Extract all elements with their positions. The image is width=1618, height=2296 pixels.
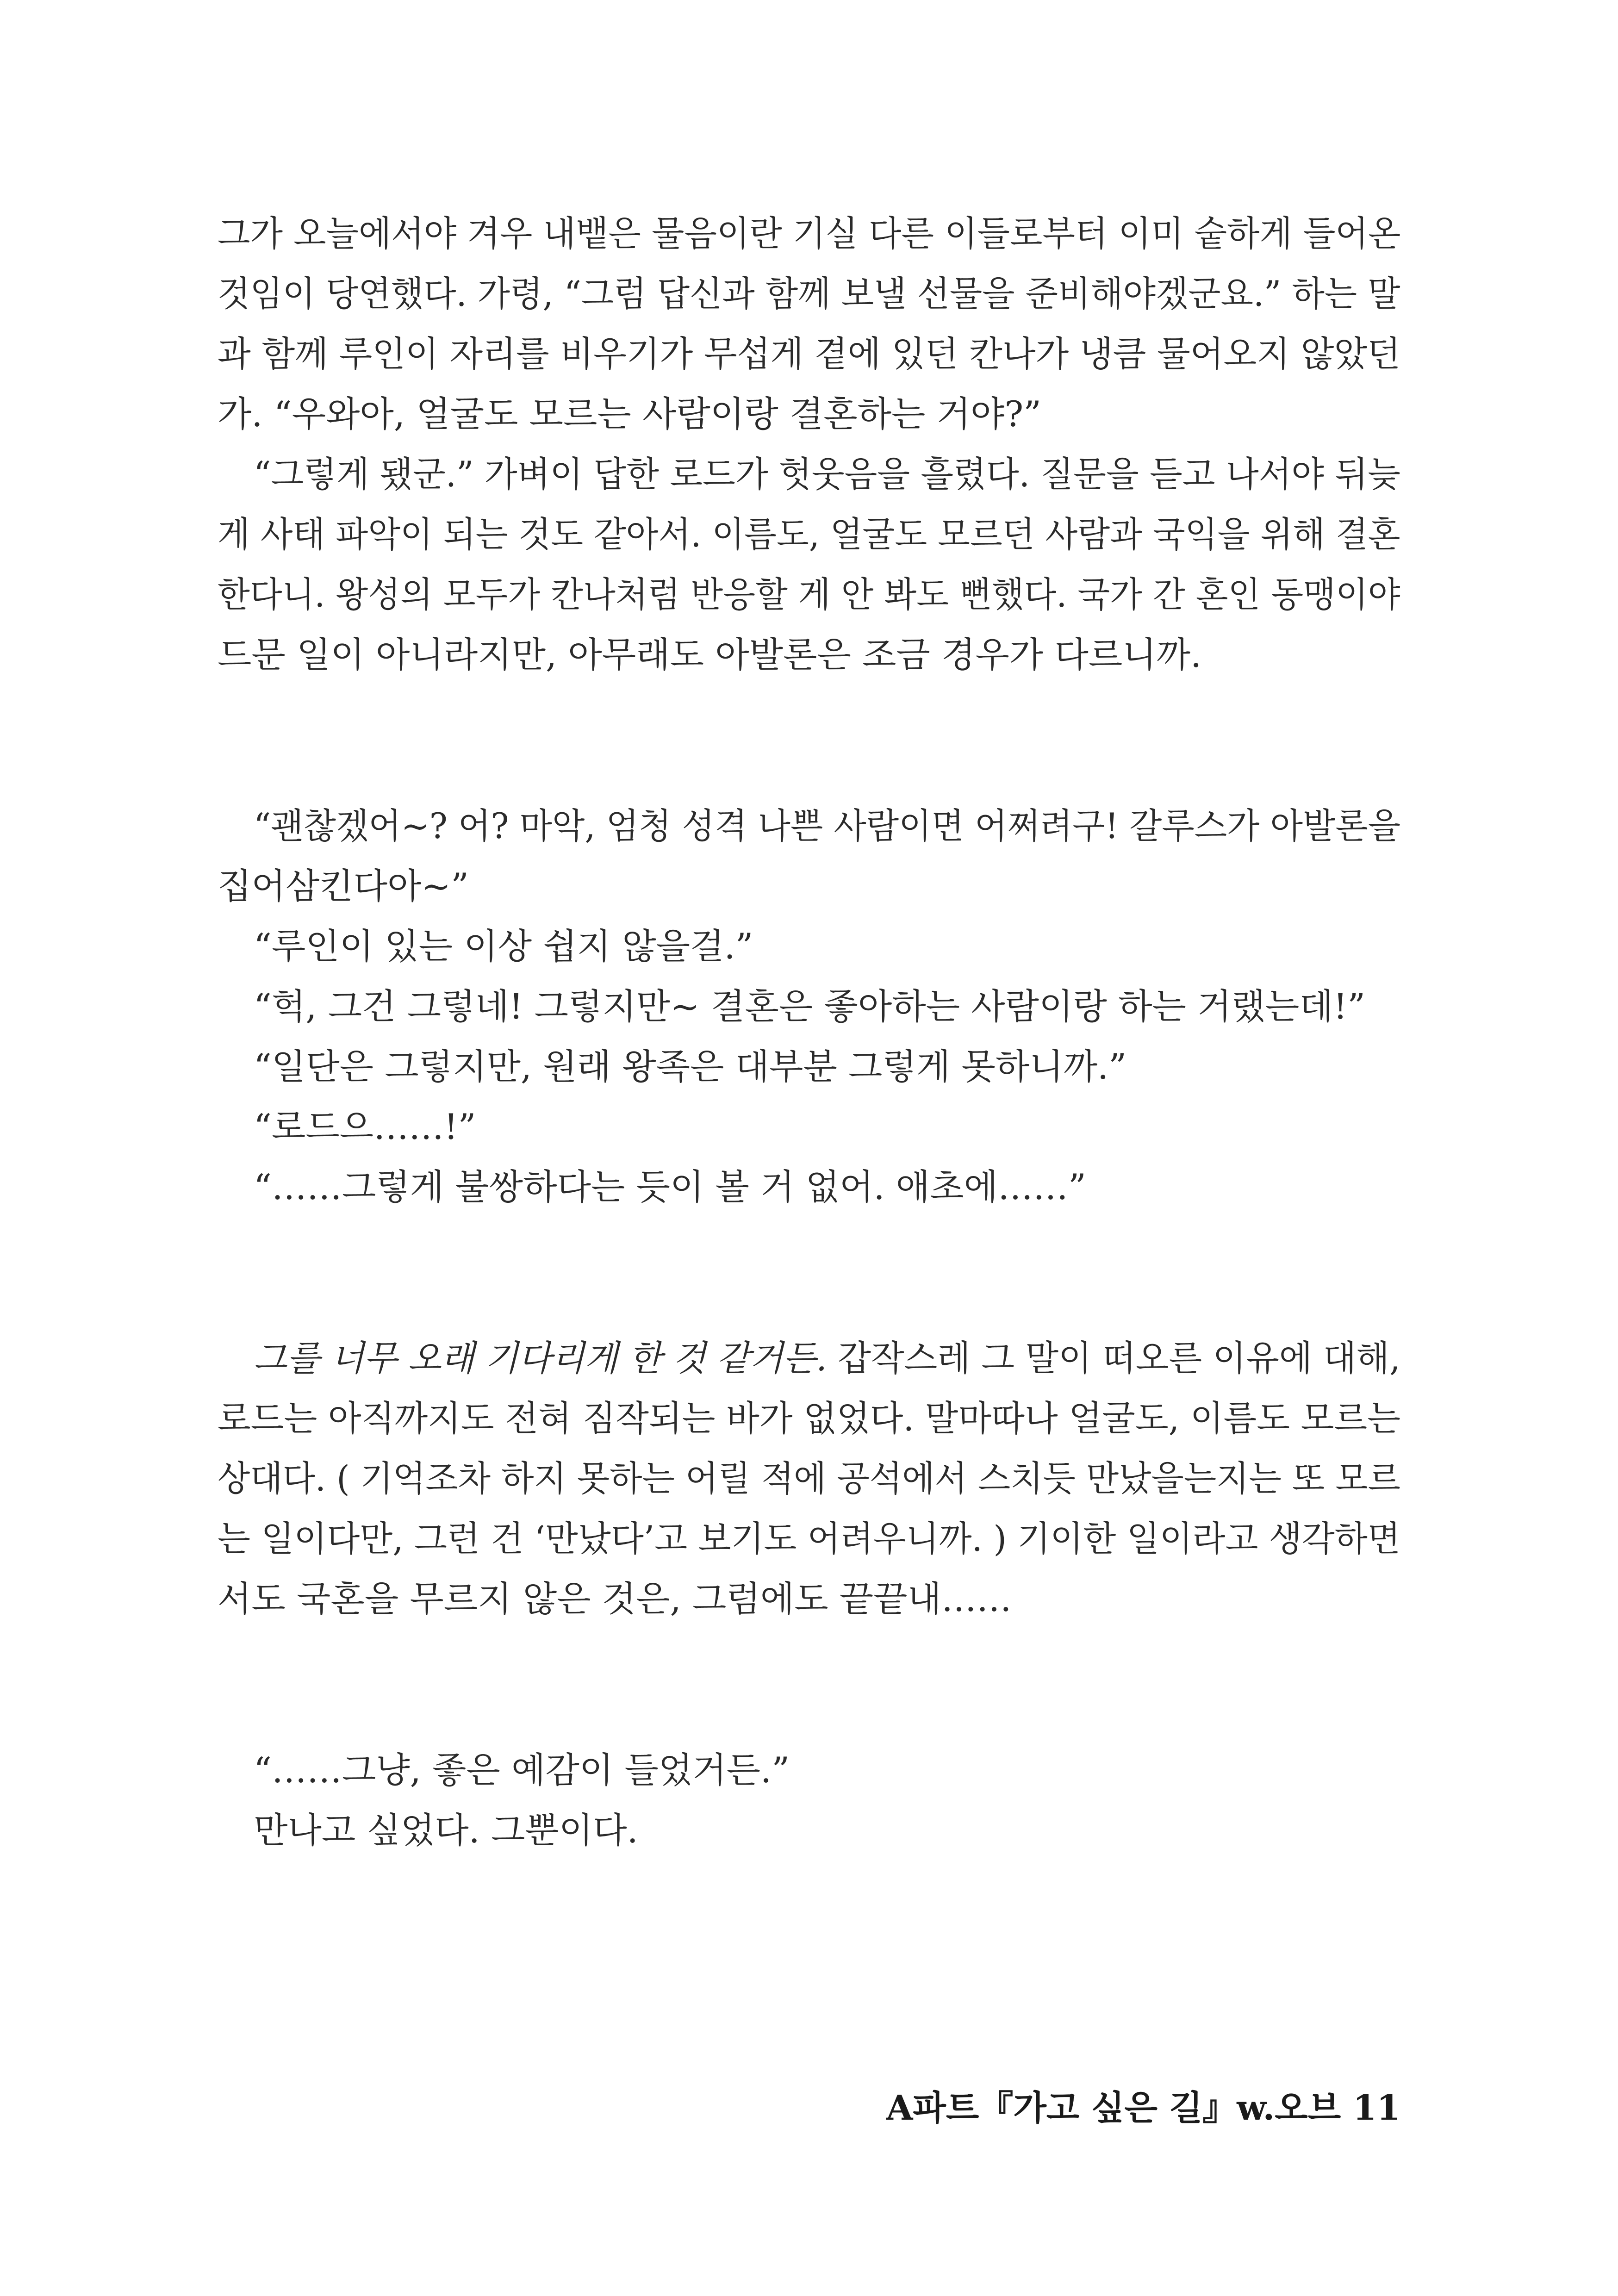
text-line: 로드는 아직까지도 전혀 짐작되는 바가 없었다. 말마따나 얼굴도, 이름도 모르는 <box>218 1398 1400 1439</box>
text-line: 과 함께 루인이 자리를 비우기가 무섭게 곁에 있던 칸나가 냉큼 물어오지 않았던 <box>218 333 1400 374</box>
page-footer: A파트『가고 싶은 길』w.오브 11 <box>886 2088 1400 2128</box>
dialogue-line: “루인이 있는 이상 쉽지 않을걸.” <box>254 926 753 967</box>
text-line: 한다니. 왕성의 모두가 칸나처럼 반응할 게 안 봐도 뻔했다. 국가 간 혼인 동맹이야 <box>218 574 1400 615</box>
text-line <box>254 1335 1400 1381</box>
text-span: 갑작스레 그 말이 떠오른 이유에 대해, <box>827 1338 1400 1379</box>
text-line: 상대다. ( 기억조차 하지 못하는 어릴 적에 공석에서 스치듯 만났을는지는 또 모르 <box>218 1458 1400 1499</box>
dialogue-line: “……그렇게 불쌍하다는 듯이 볼 거 없어. 애초에……” <box>254 1166 1086 1207</box>
text-line: 그가 오늘에서야 겨우 내뱉은 물음이란 기실 다른 이들로부터 이미 숱하게 들어온 <box>218 213 1401 254</box>
dialogue-line: “헉, 그건 그렇네! 그렇지만~ 결혼은 좋아하는 사람이랑 하는 거랬는데!” <box>254 986 1366 1027</box>
text-line: 는 일이다만, 그런 건 ‘만났다’고 보기도 어려우니까. ) 기이한 일이라고 생각하면 <box>218 1518 1400 1559</box>
text-line: 것임이 당연했다. 가령, “그럼 답신과 함께 보낼 선물을 준비해야겠군요.” 하는 말 <box>218 273 1400 314</box>
text-line: “그렇게 됐군.” 가벼이 답한 로드가 헛웃음을 흘렸다. 질문을 듣고 나서야 뒤늦 <box>254 454 1401 495</box>
text-line: 드문 일이 아니라지만, 아무래도 아발론은 조금 경우가 다르니까. <box>218 634 1202 675</box>
dialogue-line: “일단은 그렇지만, 원래 왕족은 대부분 그렇게 못하니까.” <box>254 1046 1127 1087</box>
text-line: 가. “우와아, 얼굴도 모르는 사람이랑 결혼하는 거야?” <box>218 393 1042 435</box>
text-line: 만나고 싶었다. 그뿐이다. <box>254 1810 638 1851</box>
italic-thought: 그를 너무 오래 기다리게 한 것 같거든. <box>254 1338 827 1379</box>
text-line: 게 사태 파악이 되는 것도 같아서. 이름도, 얼굴도 모르던 사람과 국익을 위해 결혼 <box>218 514 1400 555</box>
dialogue-line: “괜찮겠어~? 어? 마악, 엄청 성격 나쁜 사람이면 어쩌려구! 갈루스가 아발론을 <box>254 805 1401 846</box>
text-line: 서도 국혼을 무르지 않은 것은, 그럼에도 끝끝내…… <box>218 1578 1012 1619</box>
dialogue-line: 집어삼킨다아~” <box>218 865 469 907</box>
dialogue-line: “……그냥, 좋은 예감이 들었거든.” <box>254 1749 790 1791</box>
dialogue-line: “로드으……!” <box>254 1106 476 1147</box>
